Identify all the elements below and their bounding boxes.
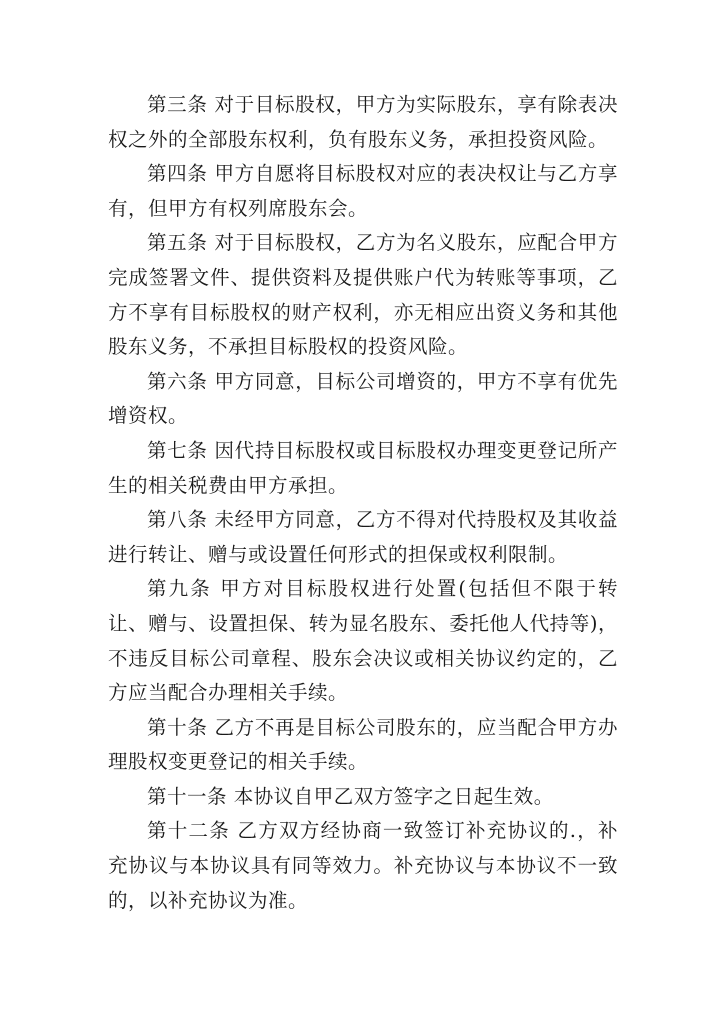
article-11-paragraph: 第十一条 本协议自甲乙双方签字之日起生效。: [147, 784, 554, 808]
article-7-paragraph: 第七条 因代持目标股权或目标股权办理变更登记所产生的相关税费由甲方承担。: [108, 438, 618, 497]
article-5-paragraph: 第五条 对于目标股权，乙方为名义股东，应配合甲方完成签署文件、提供资料及提供账户代为转账等事项，乙方不享有目标股权的财产权利，亦无相应出资义务和其他股东义务，不承担目标股权的投资风险。: [108, 231, 618, 359]
article-6-paragraph: 第六条 甲方同意，目标公司增资的，甲方不享有优先增资权。: [108, 369, 618, 428]
article-3-paragraph: 第三条 对于目标股权，甲方为实际股东，享有除表决权之外的全部股东权利，负有股东义务，承担投资风险。: [108, 93, 618, 151]
article-9-paragraph: 第九条 甲方对目标股权进行处置(包括但不限于转让、赠与、设置担保、转为显名股东、委托他人代持等)，不违反目标公司章程、股东会决议或相关协议约定的，乙方应当配合办理相关手续。: [108, 577, 618, 705]
document-page: [108, 88, 618, 918]
article-4-paragraph: 第四条 甲方自愿将目标股权对应的表决权让与乙方享有，但甲方有权列席股东会。: [108, 162, 618, 220]
article-8-paragraph: 第八条 未经甲方同意，乙方不得对代持股权及其收益进行转让、赠与或设置任何形式的担保或权利限制。: [108, 508, 618, 566]
article-10-paragraph: 第十条 乙方不再是目标公司股东的，应当配合甲方办理股权变更登记的相关手续。: [108, 715, 618, 774]
article-12-paragraph: 第十二条 乙方双方经协商一致签订补充协议的.，补充协议与本协议具有同等效力。补充协议与本协议不一致的，以补充协议为准。: [108, 819, 618, 912]
